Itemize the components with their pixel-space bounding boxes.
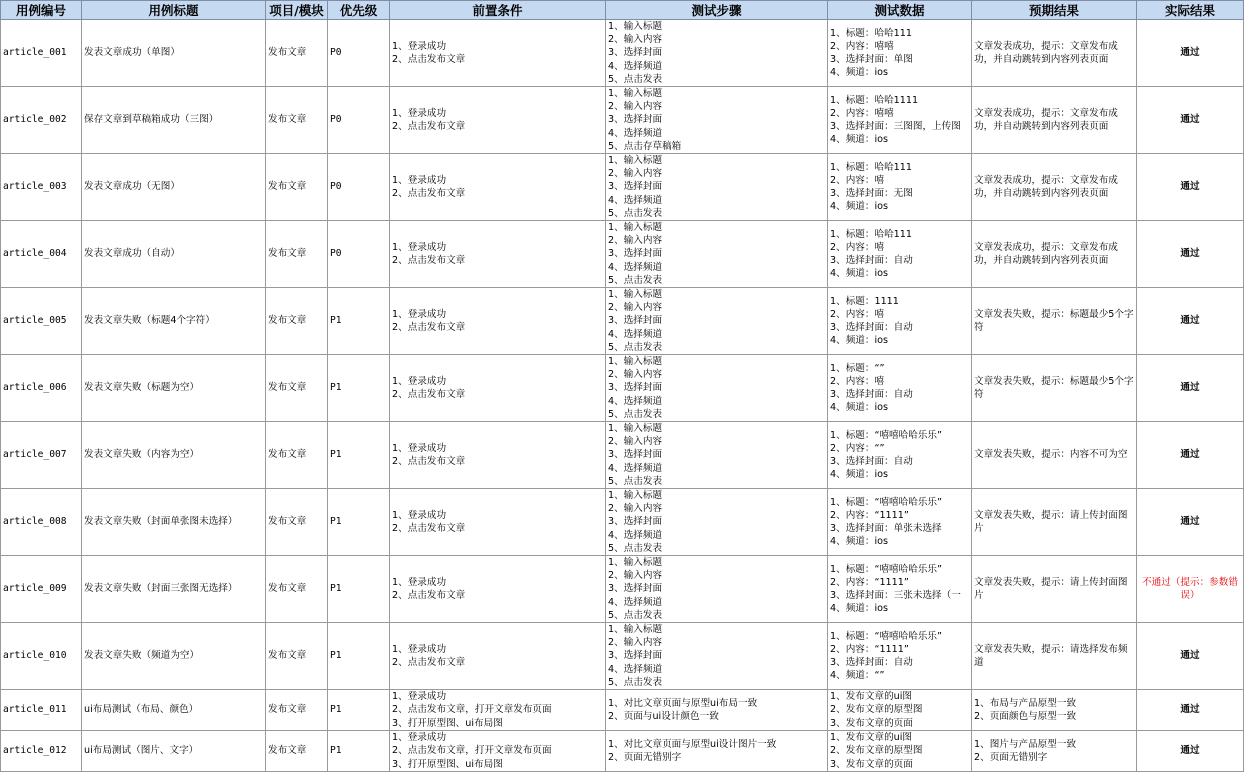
cell-line: 5、点击发表 — [608, 676, 663, 688]
cell-line: 2、点击发布文章 — [392, 54, 466, 65]
cell-line: 1、输入标题 — [608, 222, 663, 233]
priority-cell[interactable]: P0 — [328, 20, 390, 87]
cell-line: 1、输入标题 — [608, 356, 663, 367]
cell-line: 2、点击发布文章 — [392, 590, 466, 601]
case-id-cell[interactable]: article_003 — [1, 154, 82, 221]
cell-line: 4、频道：ios — [830, 469, 889, 481]
expected-result-cell[interactable]: 文章发表失败，提示：请上传封面图片 — [972, 556, 1137, 623]
steps-cell[interactable] — [606, 154, 828, 221]
test-data-cell[interactable] — [828, 87, 972, 154]
cell-line: 3、选择封面 — [608, 315, 663, 327]
cell-line: 3、选择封面：无图 — [830, 188, 913, 199]
cell-line: 1、登录成功 — [392, 509, 447, 521]
priority-cell[interactable]: P0 — [328, 221, 390, 288]
case-id-cell[interactable]: article_001 — [1, 20, 82, 87]
table-row — [1, 731, 1244, 772]
cell-line: 1、标题：哈哈1111 — [830, 94, 919, 106]
cell-line: 1、标题：哈哈111 — [830, 228, 912, 240]
cell-line: 4、频道：ios — [830, 402, 889, 414]
cell-line: 4、频道：ios — [830, 134, 889, 146]
cell-line: 1、登录成功 — [392, 241, 447, 253]
precondition-cell[interactable] — [390, 690, 606, 731]
cell-line: 2、点击发布文章 — [392, 389, 466, 400]
expected-result-cell[interactable]: 文章发表失败，提示：请上传封面图片 — [972, 489, 1137, 556]
expected-result-cell[interactable] — [972, 731, 1137, 772]
cell-line: 1、登录成功 — [392, 40, 447, 52]
cell-line: 3、选择封面：自动 — [830, 322, 913, 333]
priority-cell[interactable]: P1 — [328, 690, 390, 731]
cell-line: 2、页面颜色与原型一致 — [974, 711, 1077, 722]
test-data-cell[interactable] — [828, 489, 972, 556]
cell-line: 1、输入标题 — [608, 88, 663, 99]
cell-line: 4、频道：ios — [830, 335, 889, 347]
case-id-cell[interactable]: article_011 — [1, 690, 82, 731]
cell-line: 1、输入标题 — [608, 21, 663, 32]
cell-line: 4、选择频道 — [608, 261, 663, 273]
cell-line: 4、频道：ios — [830, 268, 889, 280]
case-id-cell[interactable]: article_006 — [1, 355, 82, 422]
cell-line: 4、频道：“” — [830, 670, 885, 682]
precondition-cell[interactable] — [390, 355, 606, 422]
expected-result-cell[interactable]: 文章发表失败，提示：请选择发布频道 — [972, 623, 1137, 690]
header-cell-id[interactable]: 用例编号 — [1, 1, 82, 20]
steps-cell[interactable] — [606, 87, 828, 154]
table-row — [1, 556, 1244, 623]
cell-line: 1、对比文章页面与原型ui布局一致 — [608, 697, 758, 709]
priority-cell[interactable]: P1 — [328, 623, 390, 690]
module-cell[interactable]: 发布文章 — [266, 87, 328, 154]
expected-result-cell[interactable] — [972, 690, 1137, 731]
cell-line: 4、选择频道 — [608, 395, 663, 407]
test-data-cell[interactable] — [828, 556, 972, 623]
priority-cell[interactable]: P1 — [328, 556, 390, 623]
header-row — [1, 1, 1244, 20]
cell-line: 2、输入内容 — [608, 637, 663, 649]
cell-line: 3、选择封面：自动 — [830, 389, 913, 400]
precondition-cell[interactable] — [390, 556, 606, 623]
module-cell[interactable]: 发布文章 — [266, 623, 328, 690]
cell-line: 2、点击发布文章，打开文章发布页面 — [392, 745, 552, 757]
table-row — [1, 690, 1244, 731]
precondition-cell[interactable] — [390, 489, 606, 556]
cell-line: 3、选择封面 — [608, 583, 663, 595]
cell-line: 2、页面无错别字 — [608, 752, 682, 763]
table-body — [1, 20, 1244, 772]
cell-line: 1、标题：哈哈111 — [830, 27, 912, 39]
module-cell[interactable]: 发布文章 — [266, 422, 328, 489]
cell-line: 3、选择封面：自动 — [830, 456, 913, 467]
cell-line: 4、频道：ios — [830, 201, 889, 213]
cell-line: 5、点击发表 — [608, 341, 663, 353]
header-cell-data[interactable]: 测试数据 — [828, 1, 972, 20]
cell-line: 1、图片与产品原型一致 — [974, 738, 1077, 750]
cell-line: 1、标题：“” — [830, 362, 885, 374]
table-row — [1, 221, 1244, 288]
cell-line: 3、选择封面 — [608, 650, 663, 662]
test-data-cell[interactable] — [828, 221, 972, 288]
cell-line: 2、内容：“1111” — [830, 509, 909, 521]
cell-line: 2、输入内容 — [608, 570, 663, 582]
case-title-cell[interactable]: ui布局测试（布局、颜色） — [82, 690, 266, 731]
cell-line: 5、点击发表 — [608, 274, 663, 286]
expected-result-cell[interactable]: 文章发表失败，提示：标题最少5个字符 — [972, 355, 1137, 422]
case-title-cell[interactable]: 发表文章失败（频道为空） — [82, 623, 266, 690]
test-data-cell[interactable] — [828, 690, 972, 731]
expected-result-cell[interactable]: 文章发表成功，提示：文章发布成功，并自动跳转到内容列表页面 — [972, 20, 1137, 87]
cell-line: 2、内容：“” — [830, 442, 885, 454]
cell-line: 4、选择频道 — [608, 127, 663, 139]
case-title-cell[interactable]: 保存文章到草稿箱成功（三图） — [82, 87, 266, 154]
cell-line: 2、输入内容 — [608, 503, 663, 515]
cell-line: 1、发布文章的ui图 — [830, 732, 913, 744]
actual-result-cell[interactable]: 通过 — [1137, 221, 1244, 288]
priority-cell[interactable]: P1 — [328, 355, 390, 422]
module-cell[interactable]: 发布文章 — [266, 20, 328, 87]
cell-line: 2、点击发布文章 — [392, 523, 466, 534]
cell-line: 2、内容：嘻 — [830, 375, 885, 387]
priority-cell[interactable]: P1 — [328, 288, 390, 355]
cell-line: 3、选择封面：单图 — [830, 54, 913, 65]
test-data-cell[interactable] — [828, 422, 972, 489]
cell-line: 2、发布文章的原型图 — [830, 745, 923, 757]
cell-line: 1、登录成功 — [392, 174, 447, 186]
header-cell-expected[interactable]: 预期结果 — [972, 1, 1137, 20]
cell-line: 1、登录成功 — [392, 442, 447, 454]
steps-cell[interactable] — [606, 221, 828, 288]
module-cell[interactable]: 发布文章 — [266, 690, 328, 731]
cell-line: 2、页面与ui设计颜色一致 — [608, 711, 719, 722]
header-cell-steps[interactable]: 测试步骤 — [606, 1, 828, 20]
cell-line: 1、标题：“嘻嘻哈哈乐乐” — [830, 429, 942, 441]
cell-line: 1、输入标题 — [608, 423, 663, 434]
actual-result-cell[interactable]: 通过 — [1137, 489, 1244, 556]
test-data-cell[interactable] — [828, 355, 972, 422]
table-row — [1, 20, 1244, 87]
cell-line: 3、选择封面 — [608, 181, 663, 193]
case-title-cell[interactable]: 发表文章失败（标题为空） — [82, 355, 266, 422]
cell-line: 2、点击发布文章 — [392, 255, 466, 266]
cell-line: 2、点击发布文章 — [392, 121, 466, 132]
cell-line: 1、登录成功 — [392, 107, 447, 119]
precondition-cell[interactable] — [390, 154, 606, 221]
cell-line: 2、输入内容 — [608, 34, 663, 46]
cell-line: 3、发布文章的页面 — [830, 717, 913, 729]
cell-line: 2、输入内容 — [608, 369, 663, 381]
case-title-cell[interactable]: 发表文章成功（自动） — [82, 221, 266, 288]
case-title-cell[interactable]: 发表文章失败（封面单张图未选择） — [82, 489, 266, 556]
expected-result-cell[interactable]: 文章发表成功，提示：文章发布成功，并自动跳转到内容列表页面 — [972, 154, 1137, 221]
precondition-cell[interactable] — [390, 87, 606, 154]
cell-line: 3、选择封面 — [608, 516, 663, 528]
cell-line: 1、输入标题 — [608, 624, 663, 635]
cell-line: 3、选择封面：单张未选择 — [830, 523, 942, 534]
cell-line: 5、点击发表 — [608, 73, 663, 85]
cell-line: 3、选择封面 — [608, 248, 663, 260]
case-title-cell[interactable]: 发表文章成功（单图） — [82, 20, 266, 87]
cell-line: 2、内容：嘻 — [830, 174, 885, 186]
steps-cell[interactable] — [606, 288, 828, 355]
cell-line: 3、发布文章的页面 — [830, 758, 913, 770]
header-cell-module[interactable]: 项目/模块 — [266, 1, 328, 20]
table-row — [1, 623, 1244, 690]
case-title-cell[interactable]: 发表文章失败（标题4个字符） — [82, 288, 266, 355]
actual-result-cell[interactable]: 通过 — [1137, 154, 1244, 221]
cell-line: 2、点击发布文章 — [392, 188, 466, 199]
cell-line: 1、布局与产品原型一致 — [974, 697, 1077, 709]
cell-line: 1、输入标题 — [608, 490, 663, 501]
case-title-cell[interactable]: ui布局测试（图片、文字） — [82, 731, 266, 772]
cell-line: 1、登录成功 — [392, 643, 447, 655]
precondition-cell[interactable] — [390, 20, 606, 87]
cell-line: 2、点击发布文章 — [392, 322, 466, 333]
module-cell[interactable]: 发布文章 — [266, 154, 328, 221]
actual-result-cell[interactable]: 通过 — [1137, 87, 1244, 154]
cell-line: 1、标题：“嘻嘻哈哈乐乐” — [830, 630, 942, 642]
cell-line: 3、打开原型图、ui布局图 — [392, 758, 503, 770]
module-cell[interactable]: 发布文章 — [266, 731, 328, 772]
case-id-cell[interactable]: article_004 — [1, 221, 82, 288]
actual-result-cell[interactable]: 通过 — [1137, 288, 1244, 355]
steps-cell[interactable] — [606, 690, 828, 731]
cell-line: 5、点击发表 — [608, 475, 663, 487]
table-row — [1, 489, 1244, 556]
case-id-cell[interactable]: article_010 — [1, 623, 82, 690]
test-data-cell[interactable] — [828, 154, 972, 221]
cell-line: 2、输入内容 — [608, 302, 663, 314]
actual-result-cell[interactable]: 不通过（提示：参数错误） — [1137, 556, 1244, 623]
cell-line: 1、登录成功 — [392, 375, 447, 387]
precondition-cell[interactable] — [390, 623, 606, 690]
cell-line: 2、点击发布文章 — [392, 456, 466, 467]
steps-cell[interactable] — [606, 731, 828, 772]
cell-line: 4、选择频道 — [608, 663, 663, 675]
header-cell-precondition[interactable]: 前置条件 — [390, 1, 606, 20]
steps-cell[interactable] — [606, 556, 828, 623]
cell-line: 2、内容：“1111” — [830, 576, 909, 588]
header-cell-actual[interactable]: 实际结果 — [1137, 1, 1244, 20]
case-title-cell[interactable]: 发表文章失败（内容为空） — [82, 422, 266, 489]
steps-cell[interactable] — [606, 20, 828, 87]
steps-cell[interactable] — [606, 623, 828, 690]
case-title-cell[interactable]: 发表文章失败（封面三张图无选择） — [82, 556, 266, 623]
cell-line: 1、标题：“嘻嘻哈哈乐乐” — [830, 563, 942, 575]
cell-line: 3、选择封面：自动 — [830, 255, 913, 266]
test-data-cell[interactable] — [828, 288, 972, 355]
cell-line: 1、输入标题 — [608, 289, 663, 300]
cell-line: 2、输入内容 — [608, 168, 663, 180]
steps-cell[interactable] — [606, 489, 828, 556]
cell-line: 2、内容：“1111” — [830, 643, 909, 655]
header-cell-priority[interactable]: 优先级 — [328, 1, 390, 20]
header-cell-title[interactable]: 用例标题 — [82, 1, 266, 20]
steps-cell[interactable] — [606, 422, 828, 489]
cell-line: 4、频道：ios — [830, 603, 889, 615]
cell-line: 1、输入标题 — [608, 557, 663, 568]
cell-line: 2、页面无错别字 — [974, 752, 1048, 763]
precondition-cell[interactable] — [390, 422, 606, 489]
cell-line: 3、选择封面：三图图，上传图 — [830, 121, 961, 132]
priority-cell[interactable]: P0 — [328, 154, 390, 221]
cell-line: 2、点击发布文章，打开文章发布页面 — [392, 704, 552, 716]
module-cell[interactable]: 发布文章 — [266, 489, 328, 556]
cell-line: 4、频道：ios — [830, 536, 889, 548]
cell-line: 1、标题：“嘻嘻哈哈乐乐” — [830, 496, 942, 508]
cell-line: 4、选择频道 — [608, 194, 663, 206]
cell-line: 1、标题：1111 — [830, 295, 899, 307]
table-row — [1, 422, 1244, 489]
cell-line: 1、对比文章页面与原型ui设计图片一致 — [608, 738, 777, 750]
cell-line: 4、选择频道 — [608, 462, 663, 474]
actual-result-cell[interactable]: 通过 — [1137, 422, 1244, 489]
module-cell[interactable]: 发布文章 — [266, 288, 328, 355]
cell-line: 5、点击存草稿箱 — [608, 140, 682, 152]
cell-line: 2、点击发布文章 — [392, 657, 466, 668]
priority-cell[interactable]: P1 — [328, 422, 390, 489]
priority-cell[interactable]: P1 — [328, 731, 390, 772]
cell-line: 4、选择频道 — [608, 60, 663, 72]
table-row — [1, 288, 1244, 355]
case-id-cell[interactable]: article_007 — [1, 422, 82, 489]
cell-line: 5、点击发表 — [608, 207, 663, 219]
module-cell[interactable]: 发布文章 — [266, 221, 328, 288]
cell-line: 3、选择封面 — [608, 47, 663, 59]
cell-line: 1、发布文章的ui图 — [830, 691, 913, 703]
case-id-cell[interactable]: article_009 — [1, 556, 82, 623]
cell-line: 4、选择频道 — [608, 596, 663, 608]
test-data-cell[interactable] — [828, 20, 972, 87]
cell-line: 2、内容：嘻嘻 — [830, 40, 894, 52]
case-id-cell[interactable]: article_008 — [1, 489, 82, 556]
test-data-cell[interactable] — [828, 731, 972, 772]
priority-cell[interactable]: P0 — [328, 87, 390, 154]
cell-line: 1、登录成功 — [392, 732, 447, 744]
cell-line: 5、点击发表 — [608, 408, 663, 420]
cell-line: 3、选择封面：自动 — [830, 657, 913, 668]
actual-result-cell[interactable]: 通过 — [1137, 20, 1244, 87]
table-row — [1, 154, 1244, 221]
actual-result-cell[interactable]: 通过 — [1137, 623, 1244, 690]
cell-line: 2、输入内容 — [608, 235, 663, 247]
cell-line: 1、登录成功 — [392, 576, 447, 588]
cell-line: 2、内容：嘻嘻 — [830, 107, 894, 119]
expected-result-cell[interactable]: 文章发表失败，提示：内容不可为空 — [972, 422, 1137, 489]
cell-line: 2、发布文章的原型图 — [830, 704, 923, 716]
expected-result-cell[interactable]: 文章发表成功，提示：文章发布成功，并自动跳转到内容列表页面 — [972, 87, 1137, 154]
cell-line: 1、标题：哈哈111 — [830, 161, 912, 173]
case-id-cell[interactable]: article_005 — [1, 288, 82, 355]
cell-line: 2、内容：嘻 — [830, 308, 885, 320]
cell-line: 2、输入内容 — [608, 436, 663, 448]
steps-cell[interactable] — [606, 355, 828, 422]
cell-line: 5、点击发表 — [608, 609, 663, 621]
precondition-cell[interactable] — [390, 221, 606, 288]
cell-line: 2、内容：嘻 — [830, 241, 885, 253]
cell-line: 1、登录成功 — [392, 691, 447, 703]
table-row — [1, 355, 1244, 422]
cell-line: 4、选择频道 — [608, 529, 663, 541]
cell-line: 5、点击发表 — [608, 542, 663, 554]
cell-line: 4、选择频道 — [608, 328, 663, 340]
table-row — [1, 87, 1244, 154]
expected-result-cell[interactable]: 文章发表失败，提示：标题最少5个字符 — [972, 288, 1137, 355]
cell-line: 3、选择封面：三张未选择（一 — [830, 590, 961, 601]
test-data-cell[interactable] — [828, 623, 972, 690]
module-cell[interactable]: 发布文章 — [266, 355, 328, 422]
actual-result-cell[interactable]: 通过 — [1137, 690, 1244, 731]
cell-line: 3、选择封面 — [608, 449, 663, 461]
cell-line: 1、输入标题 — [608, 155, 663, 166]
cell-line: 3、选择封面 — [608, 382, 663, 394]
case-title-cell[interactable]: 发表文章成功（无图） — [82, 154, 266, 221]
cell-line: 2、输入内容 — [608, 101, 663, 113]
actual-result-cell[interactable]: 通过 — [1137, 355, 1244, 422]
cell-line: 3、选择封面 — [608, 114, 663, 126]
precondition-cell[interactable] — [390, 731, 606, 772]
case-id-cell[interactable]: article_012 — [1, 731, 82, 772]
cell-line: 1、登录成功 — [392, 308, 447, 320]
precondition-cell[interactable] — [390, 288, 606, 355]
cell-line: 3、打开原型图、ui布局图 — [392, 717, 503, 729]
actual-result-cell[interactable]: 通过 — [1137, 731, 1244, 772]
cell-line: 4、频道：ios — [830, 67, 889, 79]
priority-cell[interactable]: P1 — [328, 489, 390, 556]
module-cell[interactable]: 发布文章 — [266, 556, 328, 623]
case-id-cell[interactable]: article_002 — [1, 87, 82, 154]
expected-result-cell[interactable]: 文章发表成功，提示：文章发布成功，并自动跳转到内容列表页面 — [972, 221, 1137, 288]
